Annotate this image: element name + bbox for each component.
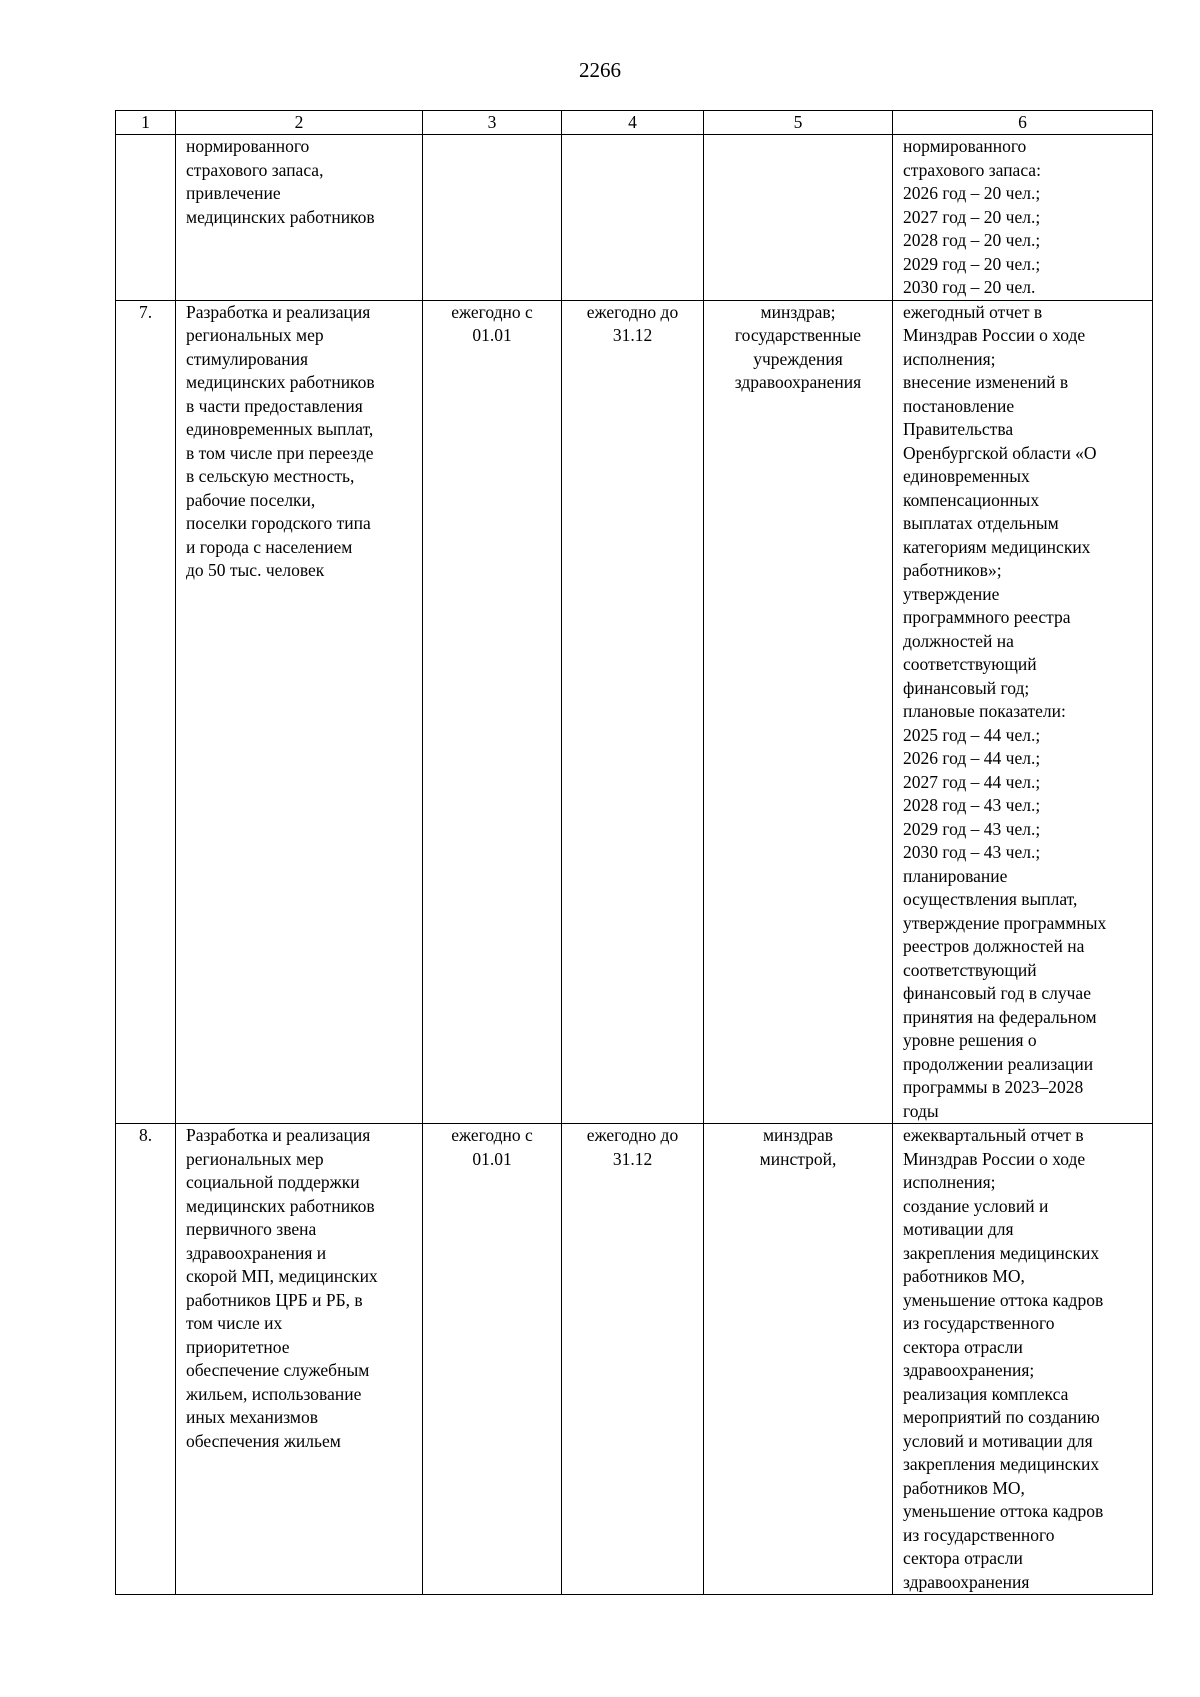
cell-line: внесение изменений в xyxy=(903,372,1069,392)
cell-line: мотивации для xyxy=(903,1219,1014,1239)
cell-line: 2027 год – 20 чел.; xyxy=(903,206,1041,227)
cell-line: социальной поддержки xyxy=(186,1172,360,1192)
cell-line: привлечение xyxy=(186,183,281,203)
cell-line: приоритетное xyxy=(186,1336,290,1357)
cell-line: выплатах отдельным xyxy=(903,513,1059,533)
column-header: 6 xyxy=(893,111,1153,135)
responsible-cell xyxy=(704,300,893,1124)
cell-line: обеспечения жильем xyxy=(186,1430,341,1451)
cell-line: Разработка и реализация xyxy=(186,1125,371,1145)
cell-line: поселки городского типа xyxy=(186,513,371,533)
cell-line: сектора отрасли xyxy=(903,1548,1023,1568)
column-header: 1 xyxy=(116,111,176,135)
column-header: 3 xyxy=(423,111,562,135)
start-date-cell xyxy=(423,300,562,1124)
cell-line: компенсационных xyxy=(903,489,1040,510)
cell-line: программного реестра xyxy=(903,607,1071,627)
column-header: 4 xyxy=(562,111,704,135)
cell-line: создание условий и xyxy=(903,1195,1049,1216)
cell-line: жильем, использование xyxy=(186,1383,362,1404)
cell-line: медицинских работников xyxy=(186,206,375,227)
cell-line: 8. xyxy=(138,1125,153,1145)
cell-line: в части предоставления xyxy=(186,395,363,416)
cell-line: страхового запаса, xyxy=(186,159,324,180)
measures-table xyxy=(115,110,1153,1595)
cell-line: финансовый год в случае xyxy=(903,983,1091,1003)
cell-line: уровне решения о xyxy=(903,1030,1037,1050)
cell-line: закрепления медицинских xyxy=(903,1454,1100,1474)
cell-line: скорой МП, медицинских xyxy=(186,1266,378,1286)
cell-line: работников ЦРБ и РБ, в xyxy=(186,1289,363,1310)
cell-line: здравоохранения xyxy=(734,372,862,392)
cell-line: 01.01 xyxy=(472,1148,512,1169)
responsible-cell xyxy=(704,135,893,301)
cell-line: работников МО, xyxy=(903,1266,1025,1286)
cell-line: принятия на федеральном xyxy=(903,1006,1097,1027)
cell-line: сектора отрасли xyxy=(903,1336,1023,1357)
cell-line: плановые показатели: xyxy=(903,701,1066,721)
cell-line: утверждение программных xyxy=(903,912,1107,933)
cell-line: ежегодно с xyxy=(451,301,533,322)
table-header-row xyxy=(116,111,1153,135)
table-body xyxy=(116,135,1153,1595)
cell-line: 2026 год – 44 чел.; xyxy=(903,748,1041,768)
cell-line: продолжении реализации xyxy=(903,1053,1094,1074)
row-number-cell xyxy=(116,135,176,301)
cell-line: стимулирования xyxy=(186,348,309,369)
end-date-cell xyxy=(562,135,704,301)
start-date-cell xyxy=(423,135,562,301)
result-cell xyxy=(893,300,1153,1124)
cell-line: том числе их xyxy=(186,1313,283,1333)
cell-line: ежегодно с xyxy=(451,1125,533,1145)
cell-line: здравоохранения; xyxy=(903,1360,1035,1380)
measure-cell xyxy=(176,1124,423,1595)
cell-line: минздрав xyxy=(762,1125,834,1145)
result-cell xyxy=(893,135,1153,301)
cell-line: планирование xyxy=(903,865,1008,886)
cell-line: 31.12 xyxy=(612,1148,653,1169)
cell-line: уменьшение оттока кадров xyxy=(903,1289,1104,1310)
cell-line: страхового запаса: xyxy=(903,159,1041,180)
cell-line: работников»; xyxy=(903,560,1002,580)
cell-line: категориям медицинских xyxy=(903,536,1091,557)
cell-line: закрепления медицинских xyxy=(903,1242,1100,1263)
cell-line: осуществления выплат, xyxy=(903,889,1078,909)
cell-line: Минздрав России о ходе xyxy=(903,325,1086,345)
cell-line: условий и мотивации для xyxy=(903,1430,1093,1451)
cell-line: 01.01 xyxy=(472,325,512,345)
cell-line: в сельскую местность, xyxy=(186,466,355,486)
cell-line: финансовый год; xyxy=(903,677,1030,698)
cell-line: учреждения xyxy=(753,348,843,369)
cell-line: 2029 год – 43 чел.; xyxy=(903,818,1041,839)
measure-cell xyxy=(176,300,423,1124)
cell-line: Оренбургской области «О xyxy=(903,442,1097,463)
end-date-cell xyxy=(562,1124,704,1595)
cell-line: из государственного xyxy=(903,1313,1055,1333)
table-row xyxy=(116,300,1153,1124)
cell-line: годы xyxy=(903,1100,939,1121)
row-number-cell xyxy=(116,300,176,1124)
cell-line: ежегодно до xyxy=(586,301,679,322)
cell-line: единовременных xyxy=(903,466,1030,486)
cell-line: минстрой, xyxy=(759,1148,837,1169)
cell-line: ежеквартальный отчет в xyxy=(903,1125,1084,1145)
cell-line: Правительства xyxy=(903,419,1014,439)
result-cell xyxy=(893,1124,1153,1595)
cell-line: исполнения; xyxy=(903,348,996,369)
cell-line: в том числе при переезде xyxy=(186,442,374,463)
cell-line: ежегодно до xyxy=(586,1125,679,1145)
cell-line: реестров должностей на xyxy=(903,936,1085,956)
cell-line: 2025 год – 44 чел.; xyxy=(903,724,1041,745)
cell-line: соответствующий xyxy=(903,959,1037,980)
cell-line: соответствующий xyxy=(903,654,1037,674)
cell-line: 2028 год – 20 чел.; xyxy=(903,230,1041,250)
end-date-cell xyxy=(562,300,704,1124)
cell-line: исполнения; xyxy=(903,1172,996,1192)
cell-line: 2030 год – 20 чел. xyxy=(903,277,1036,297)
cell-line: государственные xyxy=(734,325,862,345)
cell-line: реализация комплекса xyxy=(903,1383,1069,1404)
column-header: 5 xyxy=(704,111,893,135)
cell-line: 2026 год – 20 чел.; xyxy=(903,183,1041,203)
cell-line: программы в 2023–2028 xyxy=(903,1077,1084,1097)
cell-line: региональных мер xyxy=(186,325,324,345)
measure-cell xyxy=(176,135,423,301)
cell-line: здравоохранения и xyxy=(186,1242,327,1263)
page-number: 2266 xyxy=(579,58,621,82)
cell-line: и города с населением xyxy=(186,536,353,557)
cell-line: Разработка и реализация xyxy=(186,301,371,322)
cell-line: медицинских работников xyxy=(186,1195,375,1216)
cell-line: 2027 год – 44 чел.; xyxy=(903,771,1041,792)
cell-line: единовременных выплат, xyxy=(186,419,374,439)
cell-line: 31.12 xyxy=(612,325,653,345)
cell-line: постановление xyxy=(903,395,1015,416)
cell-line: работников МО, xyxy=(903,1477,1025,1498)
cell-line: нормированного xyxy=(903,136,1027,156)
cell-line: утверждение xyxy=(903,583,1000,604)
cell-line: Минздрав России о ходе xyxy=(903,1148,1086,1169)
table-row xyxy=(116,135,1153,301)
row-number-cell xyxy=(116,1124,176,1595)
cell-line: медицинских работников xyxy=(186,372,375,392)
start-date-cell xyxy=(423,1124,562,1595)
cell-line: уменьшение оттока кадров xyxy=(903,1501,1104,1521)
cell-line: обеспечение служебным xyxy=(186,1360,370,1380)
cell-line: мероприятий по созданию xyxy=(903,1407,1100,1427)
cell-line: 2029 год – 20 чел.; xyxy=(903,253,1041,274)
cell-line: первичного звена xyxy=(186,1219,317,1239)
cell-line: 7. xyxy=(138,301,153,322)
cell-line: минздрав; xyxy=(760,301,836,322)
cell-line: из государственного xyxy=(903,1524,1055,1545)
cell-line: региональных мер xyxy=(186,1148,324,1169)
cell-line: здравоохранения xyxy=(903,1571,1030,1592)
cell-line: иных механизмов xyxy=(186,1407,318,1427)
cell-line: 2028 год – 43 чел.; xyxy=(903,795,1041,815)
cell-line: до 50 тыс. человек xyxy=(186,560,325,580)
cell-line: рабочие поселки, xyxy=(186,489,316,510)
cell-line: нормированного xyxy=(186,136,310,156)
table-row xyxy=(116,1124,1153,1595)
column-header: 2 xyxy=(176,111,423,135)
cell-line: должностей на xyxy=(903,630,1014,651)
cell-line: 2030 год – 43 чел.; xyxy=(903,842,1041,862)
cell-line: ежегодный отчет в xyxy=(903,301,1043,322)
responsible-cell xyxy=(704,1124,893,1595)
